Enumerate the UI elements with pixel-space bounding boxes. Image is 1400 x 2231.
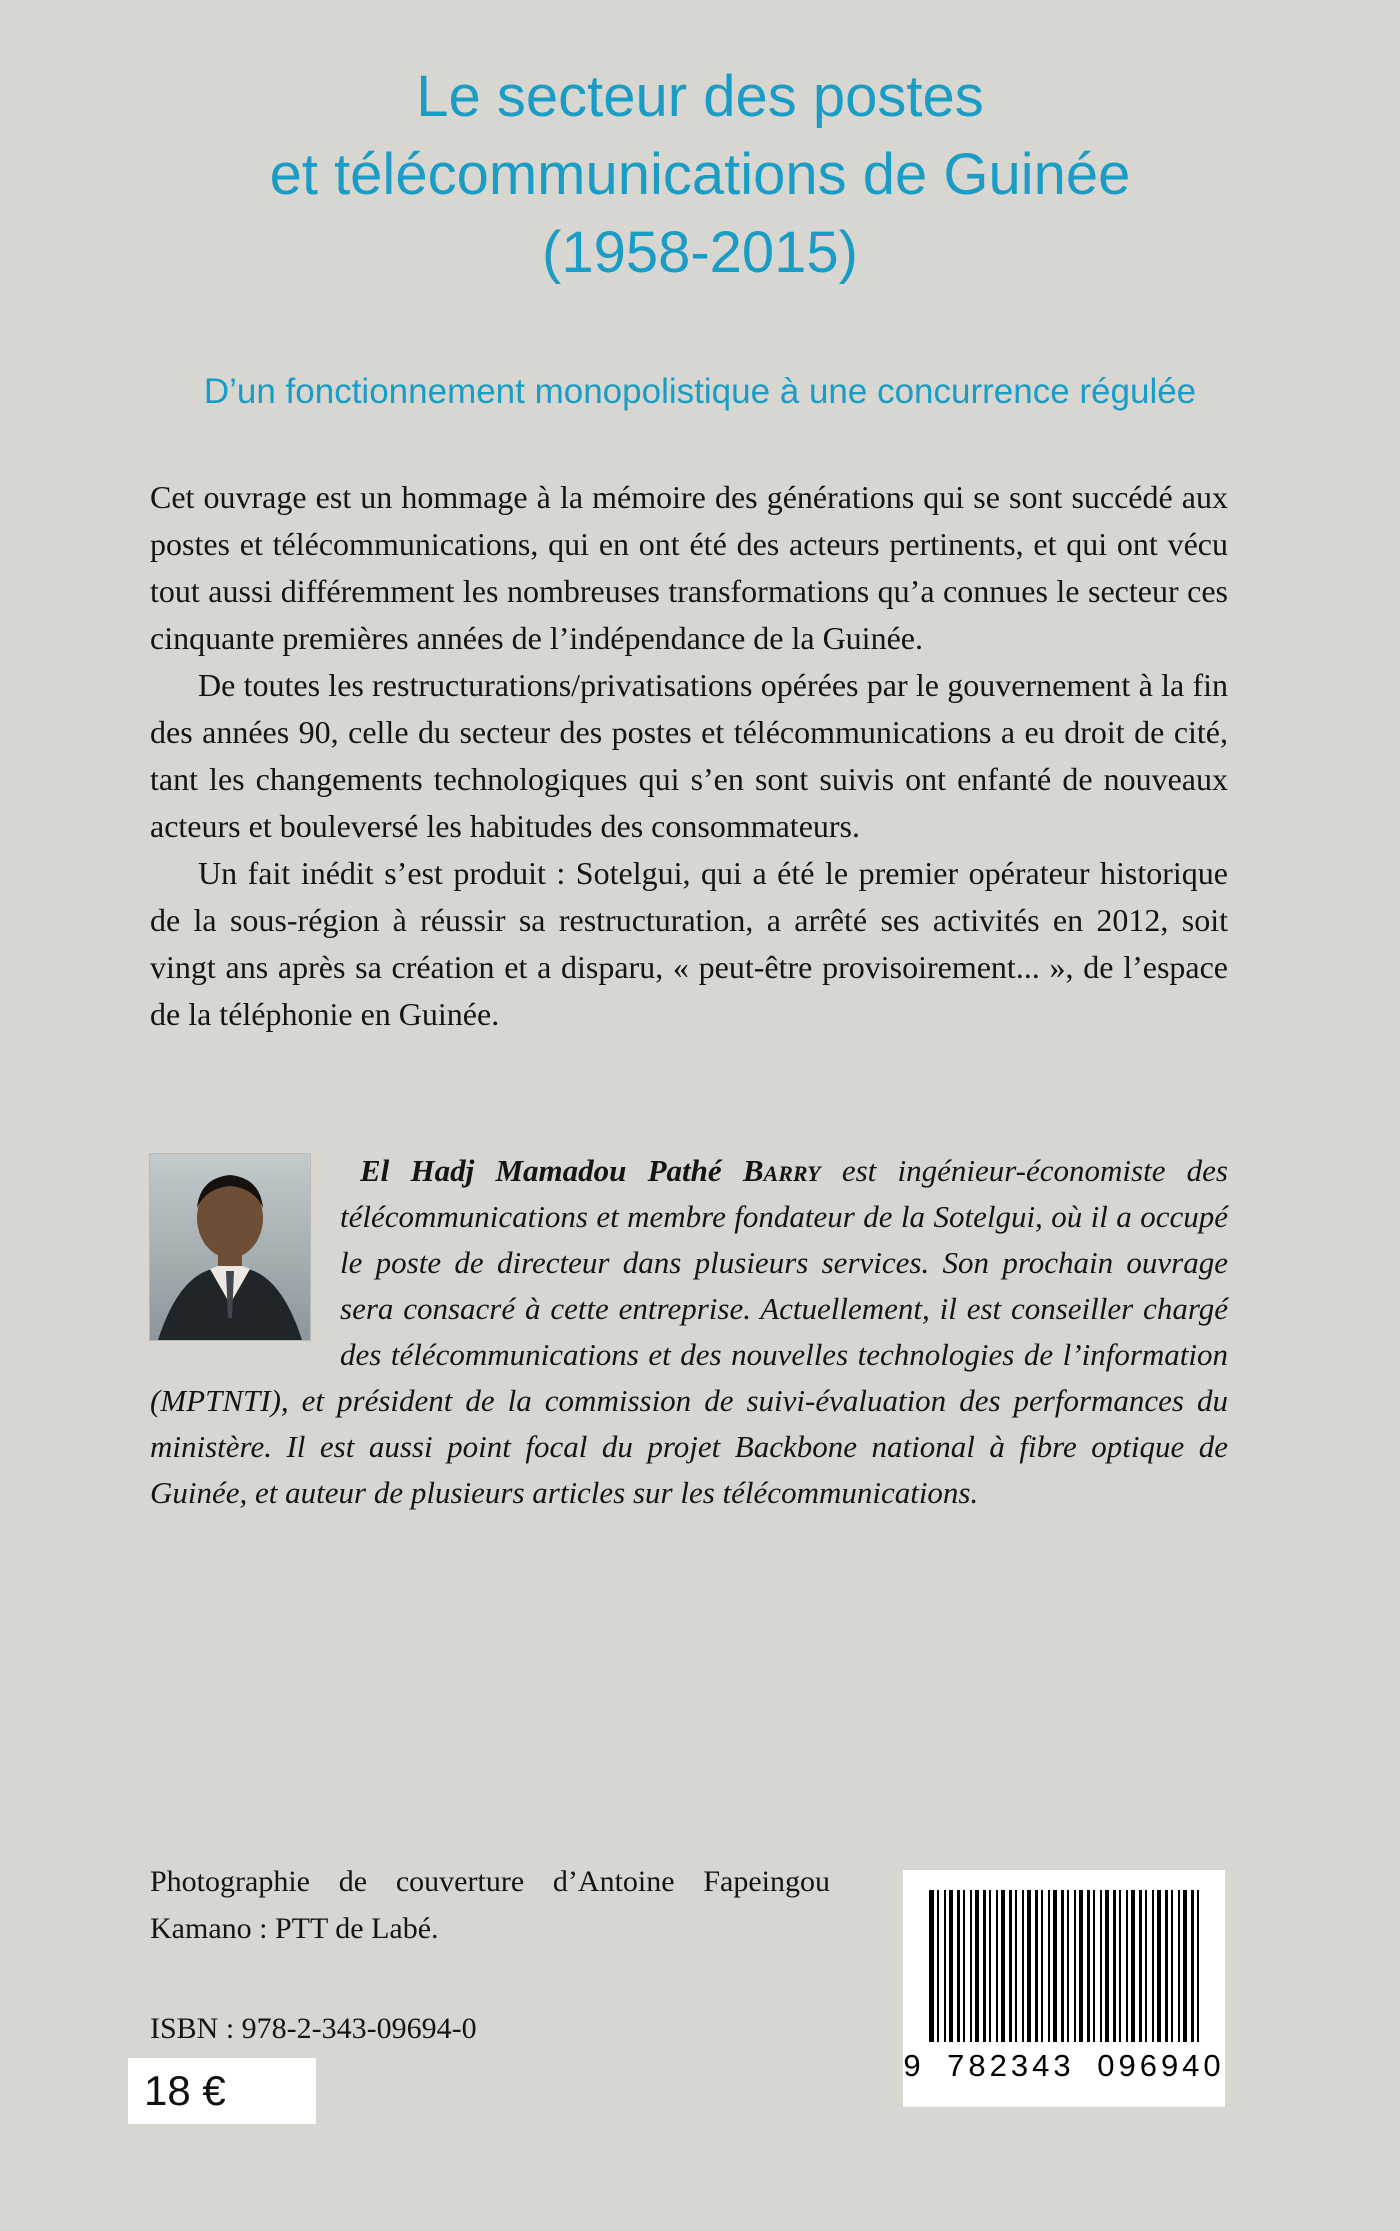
author-name <box>360 1153 821 1188</box>
synopsis-paragraph-1: Cet ouvrage est un hommage à la mémoire des générations qui se sont succédé aux postes et télécommunications, qui en ont été des acteurs pertinents, et qui ont vécu tout aussi différemment les nombreuses transformations qu’a connues le secteur ces cinquante premières années de l’indépendance de la Guinée. <box>150 479 1228 656</box>
barcode-bars <box>929 1890 1199 2042</box>
book-subtitle: D’un fonctionnement monopolistique à une concurrence régulée <box>203 372 1197 411</box>
price: 18 € <box>144 2067 226 2114</box>
title-line-3: (1958-2015) <box>542 220 858 285</box>
synopsis-paragraph-2: De toutes les restructurations/privatisations opérées par le gouvernement à la fin des années 90, celle du secteur des postes et télécommunications a eu droit de cité, tant les changements technologiques qui s’en sont suivis ont enfanté de nouveaux acteurs et bouleversé les habitudes des consommateurs. <box>150 667 1228 844</box>
photo-credit <box>150 1858 830 1952</box>
barcode-digits: 9 782343 096940 <box>903 2048 1225 2083</box>
synopsis-paragraph-3: Un fait inédit s’est produit : Sotelgui, qui a été le premier opérateur historique de la sous-région à réussir sa restructuration, a arrêté ses activités en 2012, soit vingt ans après sa création et a disparu, « peut-être provisoirement... », de l’espace de la téléphonie en Guinée. <box>150 855 1228 1032</box>
author-bio-rest: est ingénieur-économiste des télécommunications et membre fondateur de la Sotelgui, où il a occupé le poste de directeur dans plusieurs services. Son prochain ouvrage sera consacré à cette entreprise. Actuellement, il est conseiller chargé des télécommunications et des nouvelles technologies de l’information (MPTNTI), et président de la commission de suivi-évaluation des performances du ministère. Il est aussi point focal du projet Backbone national à fibre optique de Guinée, et auteur de plusieurs articles sur les télécommunications. <box>150 1153 1228 1510</box>
author-bio-text <box>150 1148 1228 1516</box>
photo-credit-line-1: Photographie de couverture d’Antoine Fapeingou <box>150 1865 830 1898</box>
isbn: ISBN : 978-2-343-09694-0 <box>150 2012 477 2045</box>
title-line-1: Le secteur des postes <box>416 64 984 129</box>
synopsis <box>150 474 1228 1038</box>
title-line-2: et télécommunications de Guinée <box>269 142 1131 207</box>
book-title <box>0 0 1400 292</box>
author-photo <box>150 1154 310 1340</box>
author-bio <box>150 1148 1228 1516</box>
author-name-lastname: Barry <box>742 1153 821 1188</box>
photo-credit-line-2: Kamano : PTT de Labé. <box>150 1912 439 1945</box>
price-box <box>128 2058 316 2124</box>
author-name-prefix: El Hadj Mamadou Pathé <box>360 1153 743 1188</box>
barcode <box>903 1870 1225 2107</box>
